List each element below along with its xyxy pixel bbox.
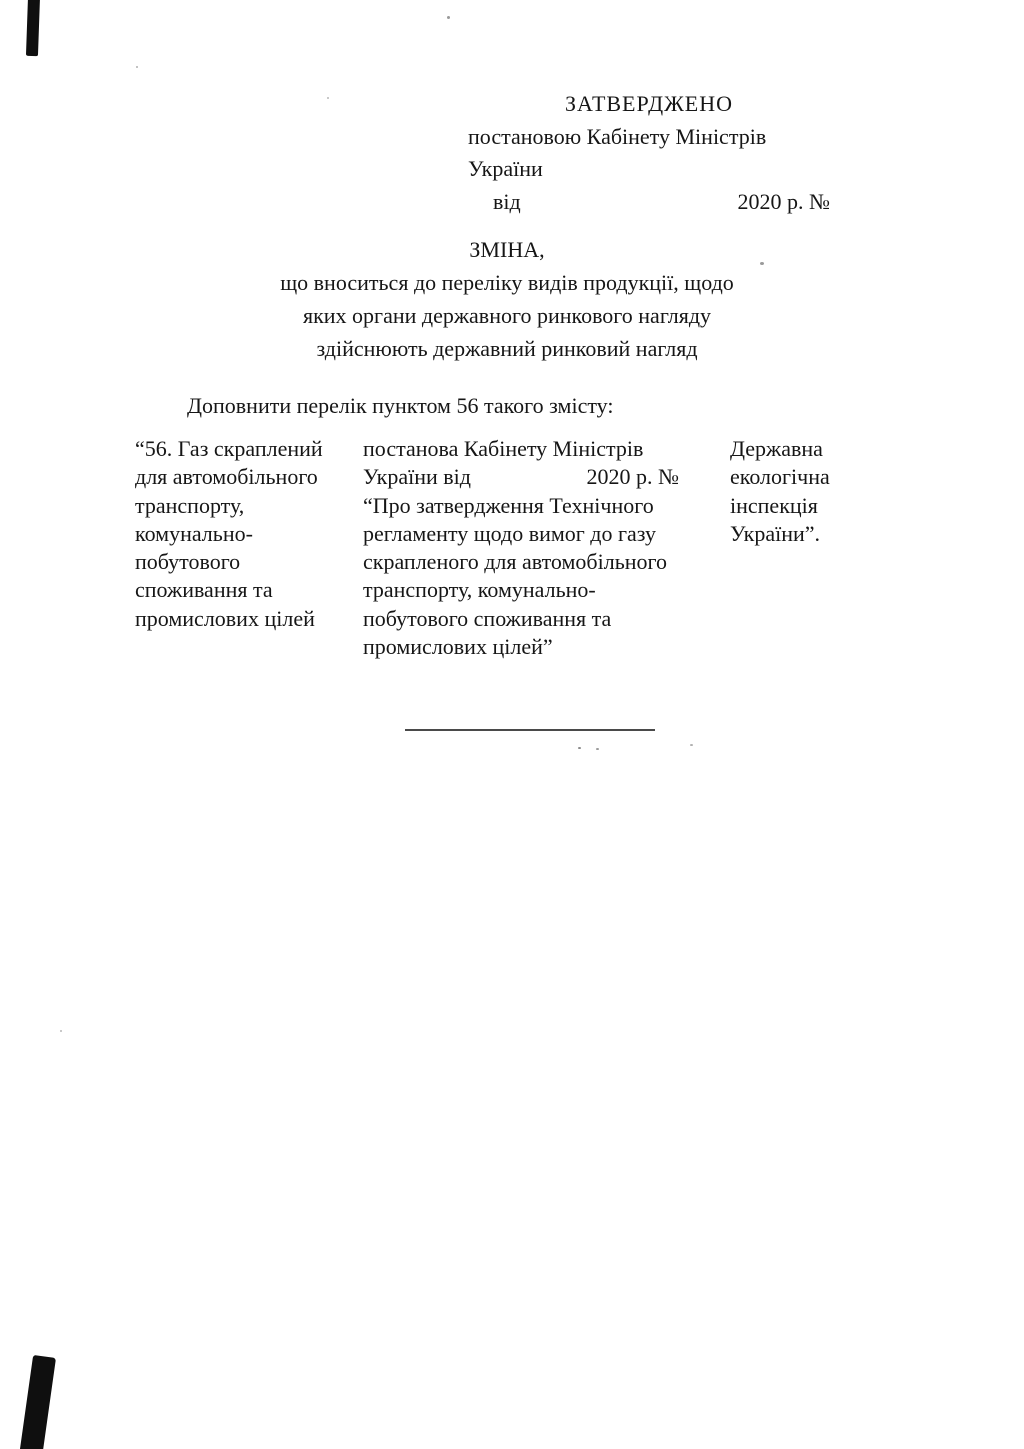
scan-artifact-bottom-left: [19, 1355, 56, 1449]
regulation-line: промислових цілей”: [363, 634, 553, 660]
approval-block: [468, 88, 830, 218]
intro-paragraph: Доповнити перелік пунктом 56 такого змісту:: [187, 393, 614, 418]
approval-date-prefix: від: [493, 188, 521, 214]
title-line-1: ЗМІНА,: [469, 237, 545, 262]
separator-line: [405, 729, 655, 731]
regulation-date-suffix: 2020 р. №: [586, 464, 679, 490]
column-regulation: [363, 435, 703, 661]
scan-speck: [578, 747, 581, 749]
title-line-3: яких органи державного ринкового нагляду: [302, 303, 712, 328]
regulation-line: скрапленого для автомобільного: [363, 549, 667, 575]
approval-stamp-label: ЗАТВЕРДЖЕНО: [564, 91, 734, 116]
scan-speck: [690, 744, 693, 746]
title-line-2: що вноситься до переліку видів продукції, щодо: [280, 270, 734, 295]
scan-artifact-top-left: [26, 0, 40, 56]
authority-line: України”.: [730, 520, 821, 546]
product-line: “56. Газ скраплений: [135, 436, 323, 461]
approval-date-line: [468, 186, 830, 219]
regulation-line: регламенту щодо вимог до газу: [363, 520, 657, 546]
authority-line: інспекція: [730, 492, 818, 518]
title-line-4: здійснюють державний ринковий нагляд: [316, 336, 698, 361]
scan-speck: [327, 97, 329, 99]
regulation-line: постанова Кабінету Міністрів: [363, 436, 644, 461]
product-line: для автомобільного: [135, 464, 318, 490]
scan-speck: [760, 262, 764, 265]
regulation-line: побутового споживання та: [363, 605, 612, 631]
regulation-line: транспорту, комунально-: [363, 577, 596, 603]
product-line: комунально-: [135, 520, 253, 546]
authority-line: Державна: [730, 436, 823, 461]
column-product: [135, 435, 367, 633]
scan-speck: [136, 66, 138, 68]
regulation-line: “Про затвердження Технічного: [363, 492, 654, 518]
scan-speck: [447, 16, 450, 19]
regulation-date-line: [363, 463, 703, 491]
approval-authority-line: постановою Кабінету Міністрів України: [468, 123, 767, 181]
regulation-date-prefix: України від: [363, 464, 471, 490]
approval-date-suffix: 2020 р. №: [737, 188, 830, 214]
authority-line: екологічна: [730, 464, 830, 490]
product-line: транспорту,: [135, 492, 245, 518]
scan-speck: [60, 1030, 62, 1032]
product-line: споживання та: [135, 577, 273, 603]
product-line: промислових цілей: [135, 605, 315, 631]
product-line: побутового: [135, 549, 241, 575]
document-title: [135, 233, 879, 365]
scan-speck: [596, 748, 599, 750]
column-authority: [730, 435, 875, 548]
